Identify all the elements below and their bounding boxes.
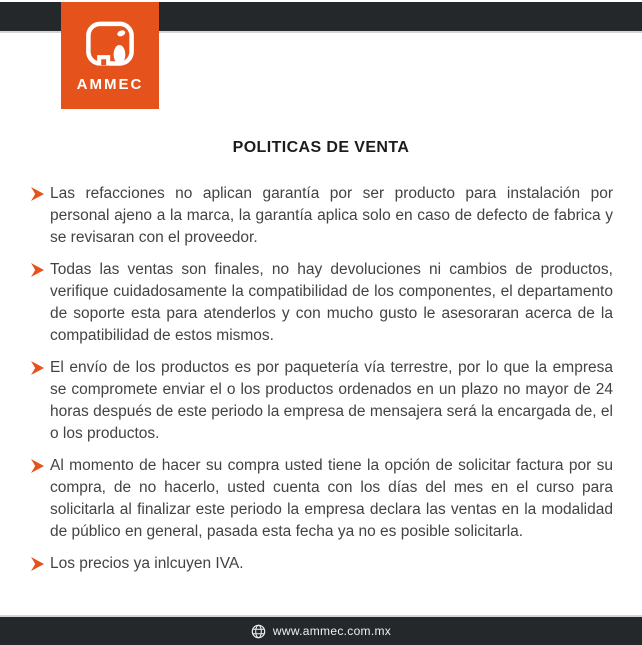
globe-icon [251, 624, 266, 639]
policy-text: Las refacciones no aplican garantía por ser producto para instalación por personal ajeno a la marca, la garantía aplica solo en caso de defecto de fabrica y se revisaran con el proveedor. [50, 185, 613, 246]
policy-item [31, 357, 613, 445]
policy-text: Al momento de hacer su compra usted tiene la opción de solicitar factura por su compra, de no hacerlo, usted cuenta con los días del mes en el curso para solicitarla al finalizar este periodo la empresa declara las ventas en la modalidad de público en general, pasada esta fecha ya no es posible solicitarla. [50, 457, 613, 540]
policy-text: Los precios ya inlcuyen IVA. [50, 555, 244, 572]
policy-item [31, 455, 613, 543]
policy-text: Todas las ventas son finales, no hay devoluciones ni cambios de productos, verifique cuidadosamente la compatibilidad de los componentes, el departamento de soporte esta para atenderlos y con mucho gusto le asesoraran acerca de la compatibilidad de estos mismos. [50, 261, 613, 344]
footer-bar [0, 615, 642, 645]
brand-logo [61, 2, 159, 109]
policy-list [31, 183, 613, 586]
page-title: POLITICAS DE VENTA [232, 139, 410, 156]
arrow-bullet-icon [31, 553, 44, 576]
arrow-bullet-icon [31, 357, 44, 380]
arrow-bullet-icon [31, 259, 44, 282]
elephant-icon [83, 19, 137, 72]
website-url: www.ammec.com.mx [272, 624, 392, 638]
brand-name: AMMEC [76, 76, 144, 93]
policy-item [31, 553, 613, 576]
policy-text: El envío de los productos es por paquetería vía terrestre, por lo que la empresa se compromete enviar el o los productos ordenados en un plazo no mayor de 24 horas después de este periodo la empresa de mensajera será la encargada de, el o los productos. [50, 359, 613, 442]
policy-item [31, 259, 613, 347]
arrow-bullet-icon [31, 455, 44, 478]
policy-item [31, 183, 613, 249]
arrow-bullet-icon [31, 183, 44, 206]
